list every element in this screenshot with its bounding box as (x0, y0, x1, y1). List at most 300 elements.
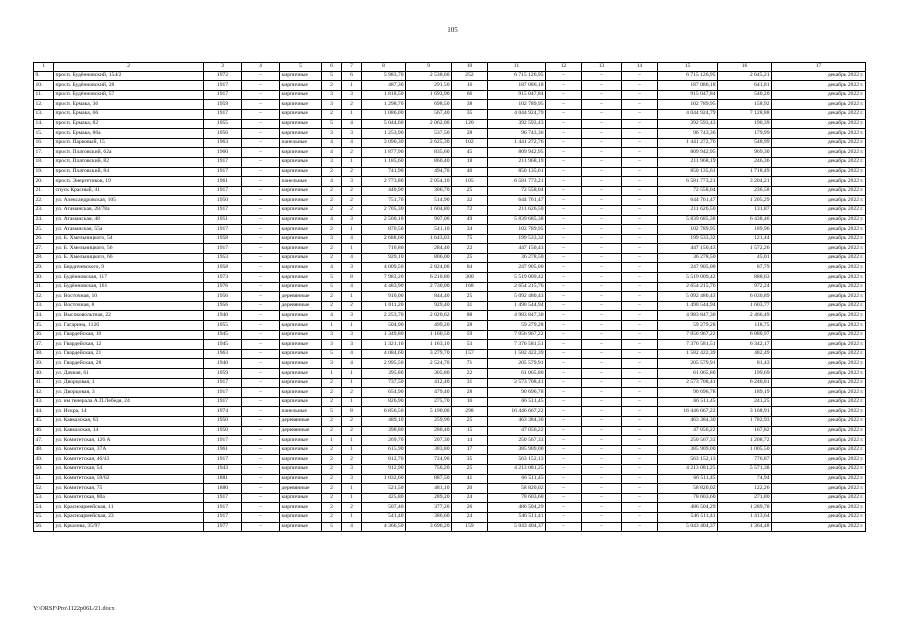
table-cell: 16. (34, 138, 54, 148)
table-cell: декабрь 2022 г. (772, 330, 866, 340)
table-cell: 25 (452, 416, 488, 426)
table-cell: 96 743,36 (658, 129, 718, 139)
table-cell: – (546, 474, 582, 484)
table-cell: декабрь 2022 г. (772, 484, 866, 494)
table-cell: 2 (322, 426, 342, 436)
table-cell: – (546, 71, 582, 81)
table-cell: – (582, 349, 622, 359)
table-cell: 5 043 404,37 (488, 522, 546, 532)
table-cell: кирпичные (280, 100, 322, 110)
table-cell: 102 789,95 (658, 100, 718, 110)
table-cell: 2 (322, 493, 342, 503)
table-cell: 809 942,95 (488, 148, 546, 158)
table-cell: 2 645,21 (718, 71, 772, 81)
table-cell: 972,24 (718, 282, 772, 292)
table-cell: – (546, 167, 582, 177)
table-cell: – (242, 205, 280, 215)
table-cell: 850 135,61 (488, 167, 546, 177)
table-cell: 1917 (204, 109, 242, 119)
table-cell: 1961 (204, 177, 242, 187)
table-cell: 90 696,78 (658, 388, 718, 398)
table-cell: 2 730,00 (406, 282, 452, 292)
table-cell: 5 (322, 71, 342, 81)
table-cell: 1 (342, 378, 362, 388)
table-cell: – (582, 196, 622, 206)
table-cell: ул. Дворцовая, 1 (54, 378, 204, 388)
table-cell: 122,26 (718, 484, 772, 494)
table-cell: деревянные (280, 484, 322, 494)
table-cell: 31. (34, 282, 54, 292)
table-cell: 1917 (204, 205, 242, 215)
table-cell: ул. Атаманская, 48 (54, 215, 204, 225)
table-cell: 34. (34, 311, 54, 321)
table-cell: декабрь 2022 г. (772, 148, 866, 158)
table-cell: – (582, 177, 622, 187)
table-row (34, 253, 866, 263)
table-cell: 280,40 (406, 426, 452, 436)
table-cell: 3 696,20 (406, 522, 452, 532)
table-cell: – (242, 186, 280, 196)
table-cell: 300 (452, 273, 488, 283)
table-cell: 36. (34, 330, 54, 340)
table-cell: 36 278,50 (658, 253, 718, 263)
table-cell: 289,20 (406, 493, 452, 503)
table-cell: 53 (452, 340, 488, 350)
table-cell: 5 (322, 407, 342, 417)
table-cell: 35 (452, 455, 488, 465)
table-cell: 2 (322, 81, 342, 91)
table-cell: 71 (452, 359, 488, 369)
table-cell: – (546, 397, 582, 407)
table-cell: 305,80 (406, 369, 452, 379)
table-cell: 6 581 773,21 (658, 177, 718, 187)
table-cell: 1 321,10 (362, 340, 406, 350)
table-cell: просп. Платовский, 62а (54, 148, 204, 158)
table-cell: – (582, 234, 622, 244)
table-cell: 4 213 081,25 (658, 464, 718, 474)
table-cell: ул. Будённовская, 117 (54, 273, 204, 283)
table-cell: 167,82 (718, 426, 772, 436)
table-cell: – (546, 186, 582, 196)
table-cell: 29. (34, 263, 54, 273)
table-cell: 482,49 (718, 349, 772, 359)
table-cell: – (582, 109, 622, 119)
table-cell: декабрь 2022 г. (772, 493, 866, 503)
table-cell: 1917 (204, 397, 242, 407)
table-row (34, 186, 866, 196)
table-cell: 2 (342, 388, 362, 398)
table-cell: 2 (322, 455, 342, 465)
table-cell: 52. (34, 484, 54, 494)
table-cell: 486 504,29 (488, 503, 546, 513)
table-cell: 1950 (204, 196, 242, 206)
table-cell: 1 253,90 (362, 129, 406, 139)
table-cell: – (546, 522, 582, 532)
table-cell: просп. Ермака, 82 (54, 119, 204, 129)
table-cell: – (622, 349, 658, 359)
table-cell: 61 065,80 (488, 369, 546, 379)
table-cell: 1 160,50 (406, 330, 452, 340)
table-cell: 56. (34, 522, 54, 532)
table-cell: декабрь 2022 г. (772, 416, 866, 426)
table-cell: – (546, 445, 582, 455)
table-cell: 59 (452, 330, 488, 340)
table-cell: кирпичные (280, 244, 322, 254)
table-cell: декабрь 2022 г. (772, 196, 866, 206)
table-cell: 1 (342, 512, 362, 522)
table-cell: – (582, 369, 622, 379)
table-row (34, 474, 866, 484)
table-row (34, 397, 866, 407)
table-cell: 17 (452, 445, 488, 455)
table-cell: 16 446 667,22 (658, 407, 718, 417)
table-cell: 306,70 (406, 186, 452, 196)
table-cell: – (546, 378, 582, 388)
table-cell: 66 511,45 (658, 397, 718, 407)
table-cell: 121,44 (718, 234, 772, 244)
table-cell: – (242, 225, 280, 235)
table-cell: 22 (452, 244, 488, 254)
table-cell: – (582, 253, 622, 263)
table-cell: 4 (342, 349, 362, 359)
table-cell: 5 (322, 119, 342, 129)
table-header-row (34, 63, 866, 72)
table-cell: 1951 (204, 215, 242, 225)
table-cell: – (546, 388, 582, 398)
table-cell: 1 086,00 (362, 109, 406, 119)
table-cell: 105 (452, 177, 488, 187)
table-cell: – (546, 234, 582, 244)
table-cell: 25 (452, 253, 488, 263)
table-cell: 1 (342, 397, 362, 407)
table-cell: 2 (342, 301, 362, 311)
table-cell: – (546, 177, 582, 187)
table-row (34, 90, 866, 100)
table-cell: 3 (342, 311, 362, 321)
table-cell: 4 (322, 311, 342, 321)
table-cell: 1 (342, 225, 362, 235)
table-cell: 716,80 (362, 244, 406, 254)
table-cell: 4 (342, 359, 362, 369)
table-cell: 72 (452, 205, 488, 215)
table-cell: – (582, 100, 622, 110)
table-cell: ул. Будённовская, 161 (54, 282, 204, 292)
table-cell: декабрь 2022 г. (772, 263, 866, 273)
table-cell: – (582, 522, 622, 532)
table-row (34, 263, 866, 273)
table-cell: 31 (452, 301, 488, 311)
table-cell: 447 150,43 (488, 244, 546, 254)
table-cell: кирпичные (280, 330, 322, 340)
table-cell: 1940 (204, 359, 242, 369)
table-cell: – (242, 388, 280, 398)
table-cell: ул. Комитетская, 126 А (54, 436, 204, 446)
table-cell: – (242, 292, 280, 302)
table-cell: – (242, 493, 280, 503)
table-cell: просп. Ермака, 86а (54, 129, 204, 139)
table-cell: – (242, 90, 280, 100)
table-cell: – (546, 282, 582, 292)
table-cell: 15 (452, 426, 488, 436)
table-cell: декабрь 2022 г. (772, 311, 866, 321)
table-cell: 2 (322, 244, 342, 254)
table-cell: ул. Высоковольтная, 22 (54, 311, 204, 321)
table-cell: 236,58 (718, 186, 772, 196)
table-cell: – (582, 330, 622, 340)
table-cell: просп. Ермака, 36 (54, 100, 204, 110)
table-cell: 190,39 (718, 119, 772, 129)
table-cell: ул. Комитетская, 75 (54, 484, 204, 494)
table-cell: 3 (342, 263, 362, 273)
table-cell: 2 (322, 378, 342, 388)
table-cell: – (546, 273, 582, 283)
table-cell: 5 190,00 (406, 407, 452, 417)
table-cell: 16 (452, 81, 488, 91)
table-cell: 835,60 (406, 148, 452, 158)
table-cell: – (546, 157, 582, 167)
table-cell: – (242, 426, 280, 436)
table-cell: 36 278,50 (488, 253, 546, 263)
table-cell: 271,80 (718, 493, 772, 503)
table-cell: декабрь 2022 г. (772, 407, 866, 417)
table-cell: 2 573 708,41 (658, 378, 718, 388)
table-cell: 1 818,50 (362, 90, 406, 100)
table-cell: 2 (342, 186, 362, 196)
table-cell: 6 342,17 (718, 340, 772, 350)
table-cell: 4 (322, 177, 342, 187)
table-cell: 1955 (204, 119, 242, 129)
table-cell: 1 603,77 (718, 301, 772, 311)
table-cell: 2 (342, 426, 362, 436)
table-cell: ул. Восточная, 10 (54, 292, 204, 302)
table-cell: 1 490 544,94 (658, 301, 718, 311)
table-cell: 6 240,81 (718, 378, 772, 388)
table-cell: 78 603,60 (488, 493, 546, 503)
table-cell: – (242, 177, 280, 187)
table-cell: – (546, 90, 582, 100)
table-cell: – (242, 273, 280, 283)
table-cell: просп. Платовский, 84 (54, 167, 204, 177)
table-cell: 870,50 (362, 225, 406, 235)
table-cell: – (582, 378, 622, 388)
table-cell: – (582, 407, 622, 417)
table-cell: 247 905,00 (658, 263, 718, 273)
column-number-header: 4 (242, 63, 280, 72)
table-cell: кирпичные (280, 109, 322, 119)
table-cell: 59 279,28 (488, 321, 546, 331)
column-number-header: 12 (546, 63, 582, 72)
table-cell: кирпичные (280, 157, 322, 167)
table-cell: 90 696,78 (488, 388, 546, 398)
table-cell: 1 (342, 81, 362, 91)
table-cell: 487,30 (362, 81, 406, 91)
column-number-header: 16 (718, 63, 772, 72)
table-row (34, 129, 866, 139)
table-cell: 2 688,60 (362, 234, 406, 244)
table-cell: кирпичные (280, 186, 322, 196)
table-cell: 1961 (204, 445, 242, 455)
table-cell: 131,87 (718, 205, 772, 215)
table-cell: декабрь 2022 г. (772, 397, 866, 407)
table-cell: 41. (34, 378, 54, 388)
table-cell: 38 (452, 100, 488, 110)
table-row (34, 340, 866, 350)
column-number-header: 6 (322, 63, 342, 72)
table-cell: 1945 (204, 340, 242, 350)
table-cell: спуск Красный, 41 (54, 186, 204, 196)
table-cell: 1973 (204, 273, 242, 283)
table-cell: 489,10 (362, 416, 406, 426)
table-row (34, 484, 866, 494)
table-row (34, 71, 866, 81)
table-cell: 28 (452, 129, 488, 139)
table-cell: 5 043 404,37 (658, 522, 718, 532)
table-cell: – (546, 407, 582, 417)
column-number-header: 14 (622, 63, 658, 72)
table-cell: 1917 (204, 186, 242, 196)
table-cell: 5 092 480,43 (488, 292, 546, 302)
table-cell: – (622, 397, 658, 407)
table-cell: ул. им генерала А.П.Лебедя, 24 (54, 397, 204, 407)
table-row (34, 196, 866, 206)
table-cell: 1 032,60 (362, 474, 406, 484)
table-cell: декабрь 2022 г. (772, 205, 866, 215)
table-cell: 521,50 (362, 484, 406, 494)
table-cell: 43. (34, 397, 54, 407)
table-cell: 4 983 847,30 (658, 311, 718, 321)
table-cell: 1 364,48 (718, 522, 772, 532)
table-cell: 2 (322, 292, 342, 302)
table-cell: – (582, 484, 622, 494)
table-cell: 49. (34, 455, 54, 465)
table-cell: кирпичные (280, 205, 322, 215)
table-cell: – (582, 455, 622, 465)
table-cell: – (622, 234, 658, 244)
table-cell: – (546, 119, 582, 129)
table-cell: – (546, 109, 582, 119)
table-cell: декабрь 2022 г. (772, 426, 866, 436)
table-cell: кирпичные (280, 474, 322, 484)
table-cell: 1 441 272,76 (658, 138, 718, 148)
table-cell: 179,99 (718, 129, 772, 139)
table-cell: 58 820,02 (488, 484, 546, 494)
table-cell: – (242, 119, 280, 129)
table-cell: – (546, 512, 582, 522)
table-cell: – (582, 436, 622, 446)
table-cell: 3 (322, 157, 342, 167)
table-cell: 615,90 (362, 445, 406, 455)
table-cell: 1881 (204, 474, 242, 484)
table-cell: 187 086,18 (658, 81, 718, 91)
table-cell: 1 (322, 369, 342, 379)
table-cell: 3 (342, 90, 362, 100)
table-cell: 5 519 009,42 (488, 273, 546, 283)
table-row (34, 426, 866, 436)
table-cell: 644 761,47 (488, 196, 546, 206)
table-cell: – (242, 512, 280, 522)
table-cell: 2 (322, 205, 342, 215)
table-cell: 16 446 667,22 (488, 407, 546, 417)
table-cell: 737,50 (362, 378, 406, 388)
column-number-header: 5 (280, 63, 322, 72)
table-cell: 3 (342, 215, 362, 225)
table-cell: 75 (452, 234, 488, 244)
table-cell: – (582, 388, 622, 398)
table-cell: – (546, 138, 582, 148)
table-cell: декабрь 2022 г. (772, 119, 866, 129)
table-cell: 1917 (204, 455, 242, 465)
table-cell: декабрь 2022 г. (772, 436, 866, 446)
table-cell: – (622, 340, 658, 350)
table-cell: 6 581 773,21 (488, 177, 546, 187)
table-cell: 5 044,60 (362, 119, 406, 129)
table-cell: – (582, 157, 622, 167)
table-cell: 26. (34, 234, 54, 244)
table-cell: 546 511,41 (658, 512, 718, 522)
table-cell: 2 500,10 (362, 215, 406, 225)
table-cell: 24 (452, 493, 488, 503)
table-cell: 50. (34, 464, 54, 474)
table-cell: ул. Кавказская, 14 (54, 426, 204, 436)
table-cell: 1 163,10 (406, 340, 452, 350)
table-row (34, 282, 866, 292)
table-cell: 211 626,50 (488, 205, 546, 215)
table-cell: – (622, 455, 658, 465)
table-cell: ул. Гвардейская, 28 (54, 359, 204, 369)
table-cell: 3 090,30 (362, 138, 406, 148)
table-cell: 563 152,13 (658, 455, 718, 465)
table-cell: ул. Дворцовая, 3 (54, 388, 204, 398)
table-cell: просп. Будённовский, 57 (54, 90, 204, 100)
table-cell: – (242, 369, 280, 379)
table-cell: 269,70 (362, 436, 406, 446)
table-cell: 4 044 924,79 (488, 109, 546, 119)
table-cell: деревянные (280, 416, 322, 426)
table-cell: 860,40 (406, 157, 452, 167)
table-cell: 84 (452, 263, 488, 273)
table-cell: декабрь 2022 г. (772, 234, 866, 244)
table-cell: – (582, 474, 622, 484)
table-cell: 3 (342, 330, 362, 340)
table-cell: 16 (452, 397, 488, 407)
table-cell: 2 654 215,76 (658, 282, 718, 292)
table-cell: ул. Б. Хмельницкого, 56 (54, 244, 204, 254)
table-cell: декабрь 2022 г. (772, 512, 866, 522)
table-cell: – (622, 330, 658, 340)
table-cell: 5 519 009,42 (658, 273, 718, 283)
table-cell: 3 (322, 340, 342, 350)
table-cell: – (622, 109, 658, 119)
table-cell: 1 604,80 (406, 205, 452, 215)
table-cell: 1943 (204, 464, 242, 474)
table-cell: – (242, 81, 280, 91)
table-cell: кирпичные (280, 215, 322, 225)
table-cell: 189,96 (718, 225, 772, 235)
table-cell: – (582, 445, 622, 455)
table-cell: 481,10 (406, 484, 452, 494)
table-cell: – (582, 90, 622, 100)
table-cell: 1 205,29 (718, 196, 772, 206)
table-cell: – (622, 100, 658, 110)
table-cell: 915 047,84 (488, 90, 546, 100)
table-cell: – (622, 522, 658, 532)
table-cell: 3 (342, 177, 362, 187)
table-cell: 395,80 (362, 369, 406, 379)
table-cell: 1 (342, 484, 362, 494)
table-cell: 1 349,80 (362, 330, 406, 340)
table-cell: панельные (280, 407, 322, 417)
table-cell: 1956 (204, 129, 242, 139)
